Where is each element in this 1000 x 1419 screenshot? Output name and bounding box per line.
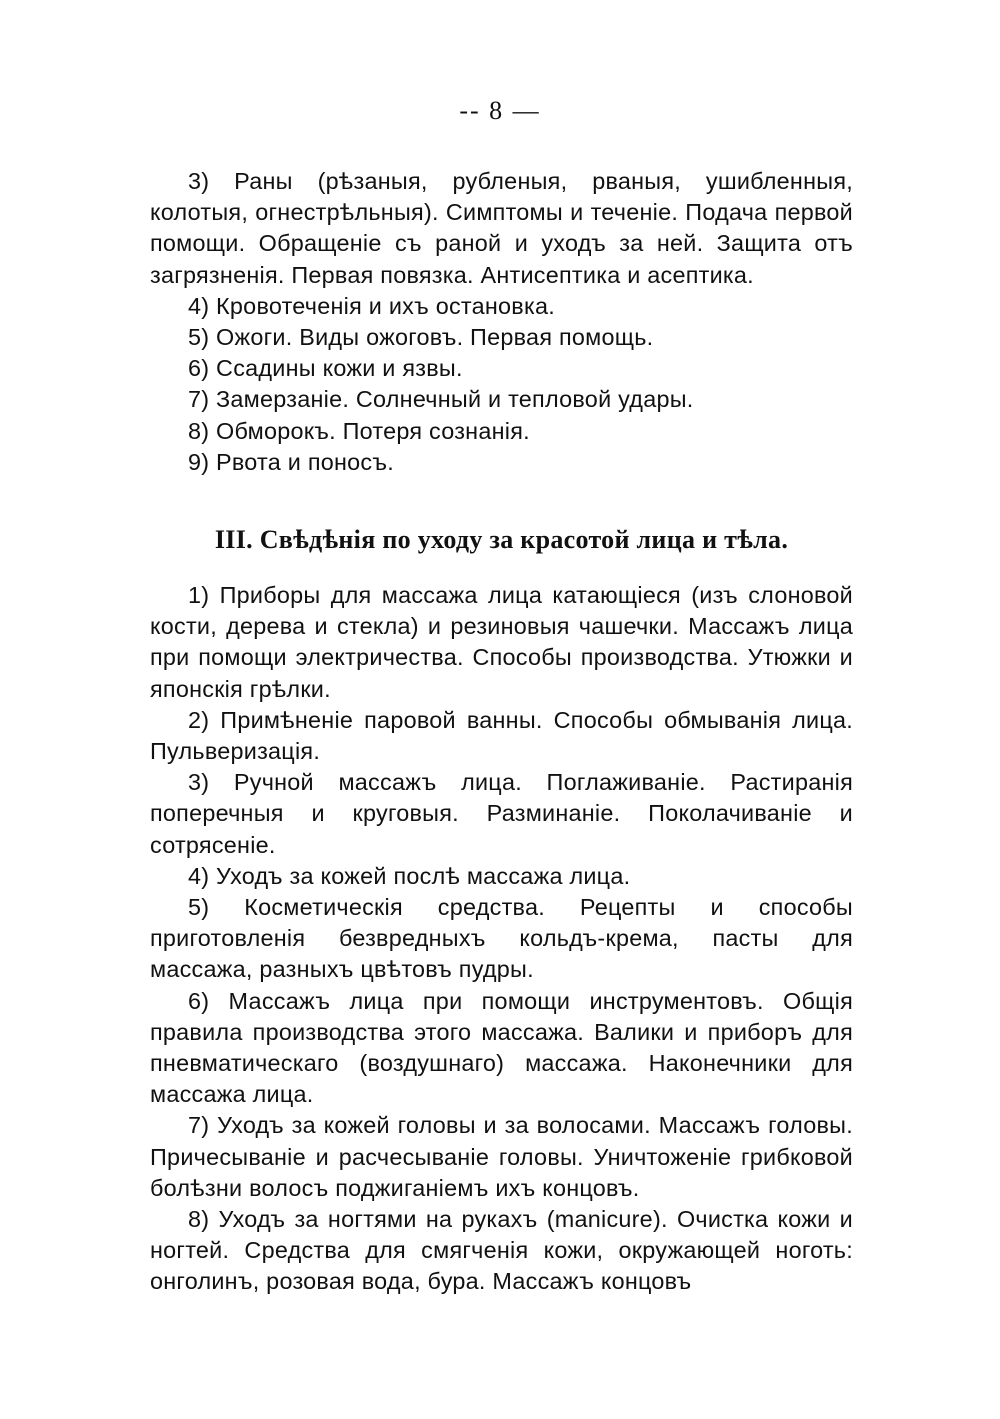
- list-item: 2) Примѣненіе паровой ванны. Способы обмыванія лица. Пульверизація.: [150, 706, 853, 765]
- list-item: 6) Массажъ лица при помощи инструментовъ. Общія правила производства этого массажа. Валики и приборъ для пневматическаго (воздушнаго) массажа. Наконечники для массажа лица.: [150, 987, 853, 1108]
- list-item: 5) Ожоги. Виды ожоговъ. Первая помощь.: [188, 324, 654, 351]
- list-item: 3) Ручной массажъ лица. Поглаживаніе. Растиранія поперечныя и круговыя. Разминаніе. Поколачиваніе и сотрясеніе.: [150, 769, 853, 858]
- list-item: 4) Кровотеченія и ихъ остановка.: [188, 292, 555, 319]
- list-item: 8) Обморокъ. Потеря сознанія.: [188, 417, 530, 444]
- section-heading: III. Свѣдѣнія по уходу за красотой лица и тѣла.: [214, 525, 789, 554]
- list-item: 5) Косметическія средства. Рецепты и способы приготовленія безвредныхъ кольдъ-крема, пасты для массажа, разныхъ цвѣтовъ пудры.: [150, 894, 853, 983]
- section-one-list: [150, 166, 853, 478]
- list-item: 8) Уходъ за ногтями на рукахъ (manicure). Очистка кожи и ногтей. Средства для смягченія кожи, окружающей ноготь: онголинъ, розовая вода, бура. Массажъ концовъ: [150, 1206, 853, 1295]
- page-number: -- 8 —: [459, 96, 541, 125]
- list-item: 9) Рвота и поносъ.: [188, 448, 394, 475]
- list-item: 7) Уходъ за кожей головы и за волосами. Массажъ головы. Причесываніе и расчесываніе головы. Уничтоженіе грибковой болѣзни волосъ поджиганіемъ ихъ концовъ.: [150, 1112, 853, 1201]
- section-two-list: [150, 580, 853, 1298]
- list-item: 1) Приборы для массажа лица катающіеся (изъ слоновой кости, дерева и стекла) и резиновыя чашечки. Массажъ лица при помощи электричества. Способы производства. Утюжки и японскія грѣлки.: [150, 582, 853, 702]
- list-item: 4) Уходъ за кожей послѣ массажа лица.: [188, 862, 631, 889]
- list-item: 7) Замерзаніе. Солнечный и тепловой удары.: [188, 386, 694, 413]
- list-item: 3) Раны (рѣзаныя, рубленыя, рваныя, ушибленныя, колотыя, огнестрѣльныя). Симптомы и теченіе. Подача первой помощи. Обращеніе съ раной и уходъ за ней. Защита отъ загрязненія. Первая повязка. Антисептика и асептика.: [150, 168, 853, 288]
- list-item: 6) Ссадины кожи и язвы.: [188, 355, 463, 382]
